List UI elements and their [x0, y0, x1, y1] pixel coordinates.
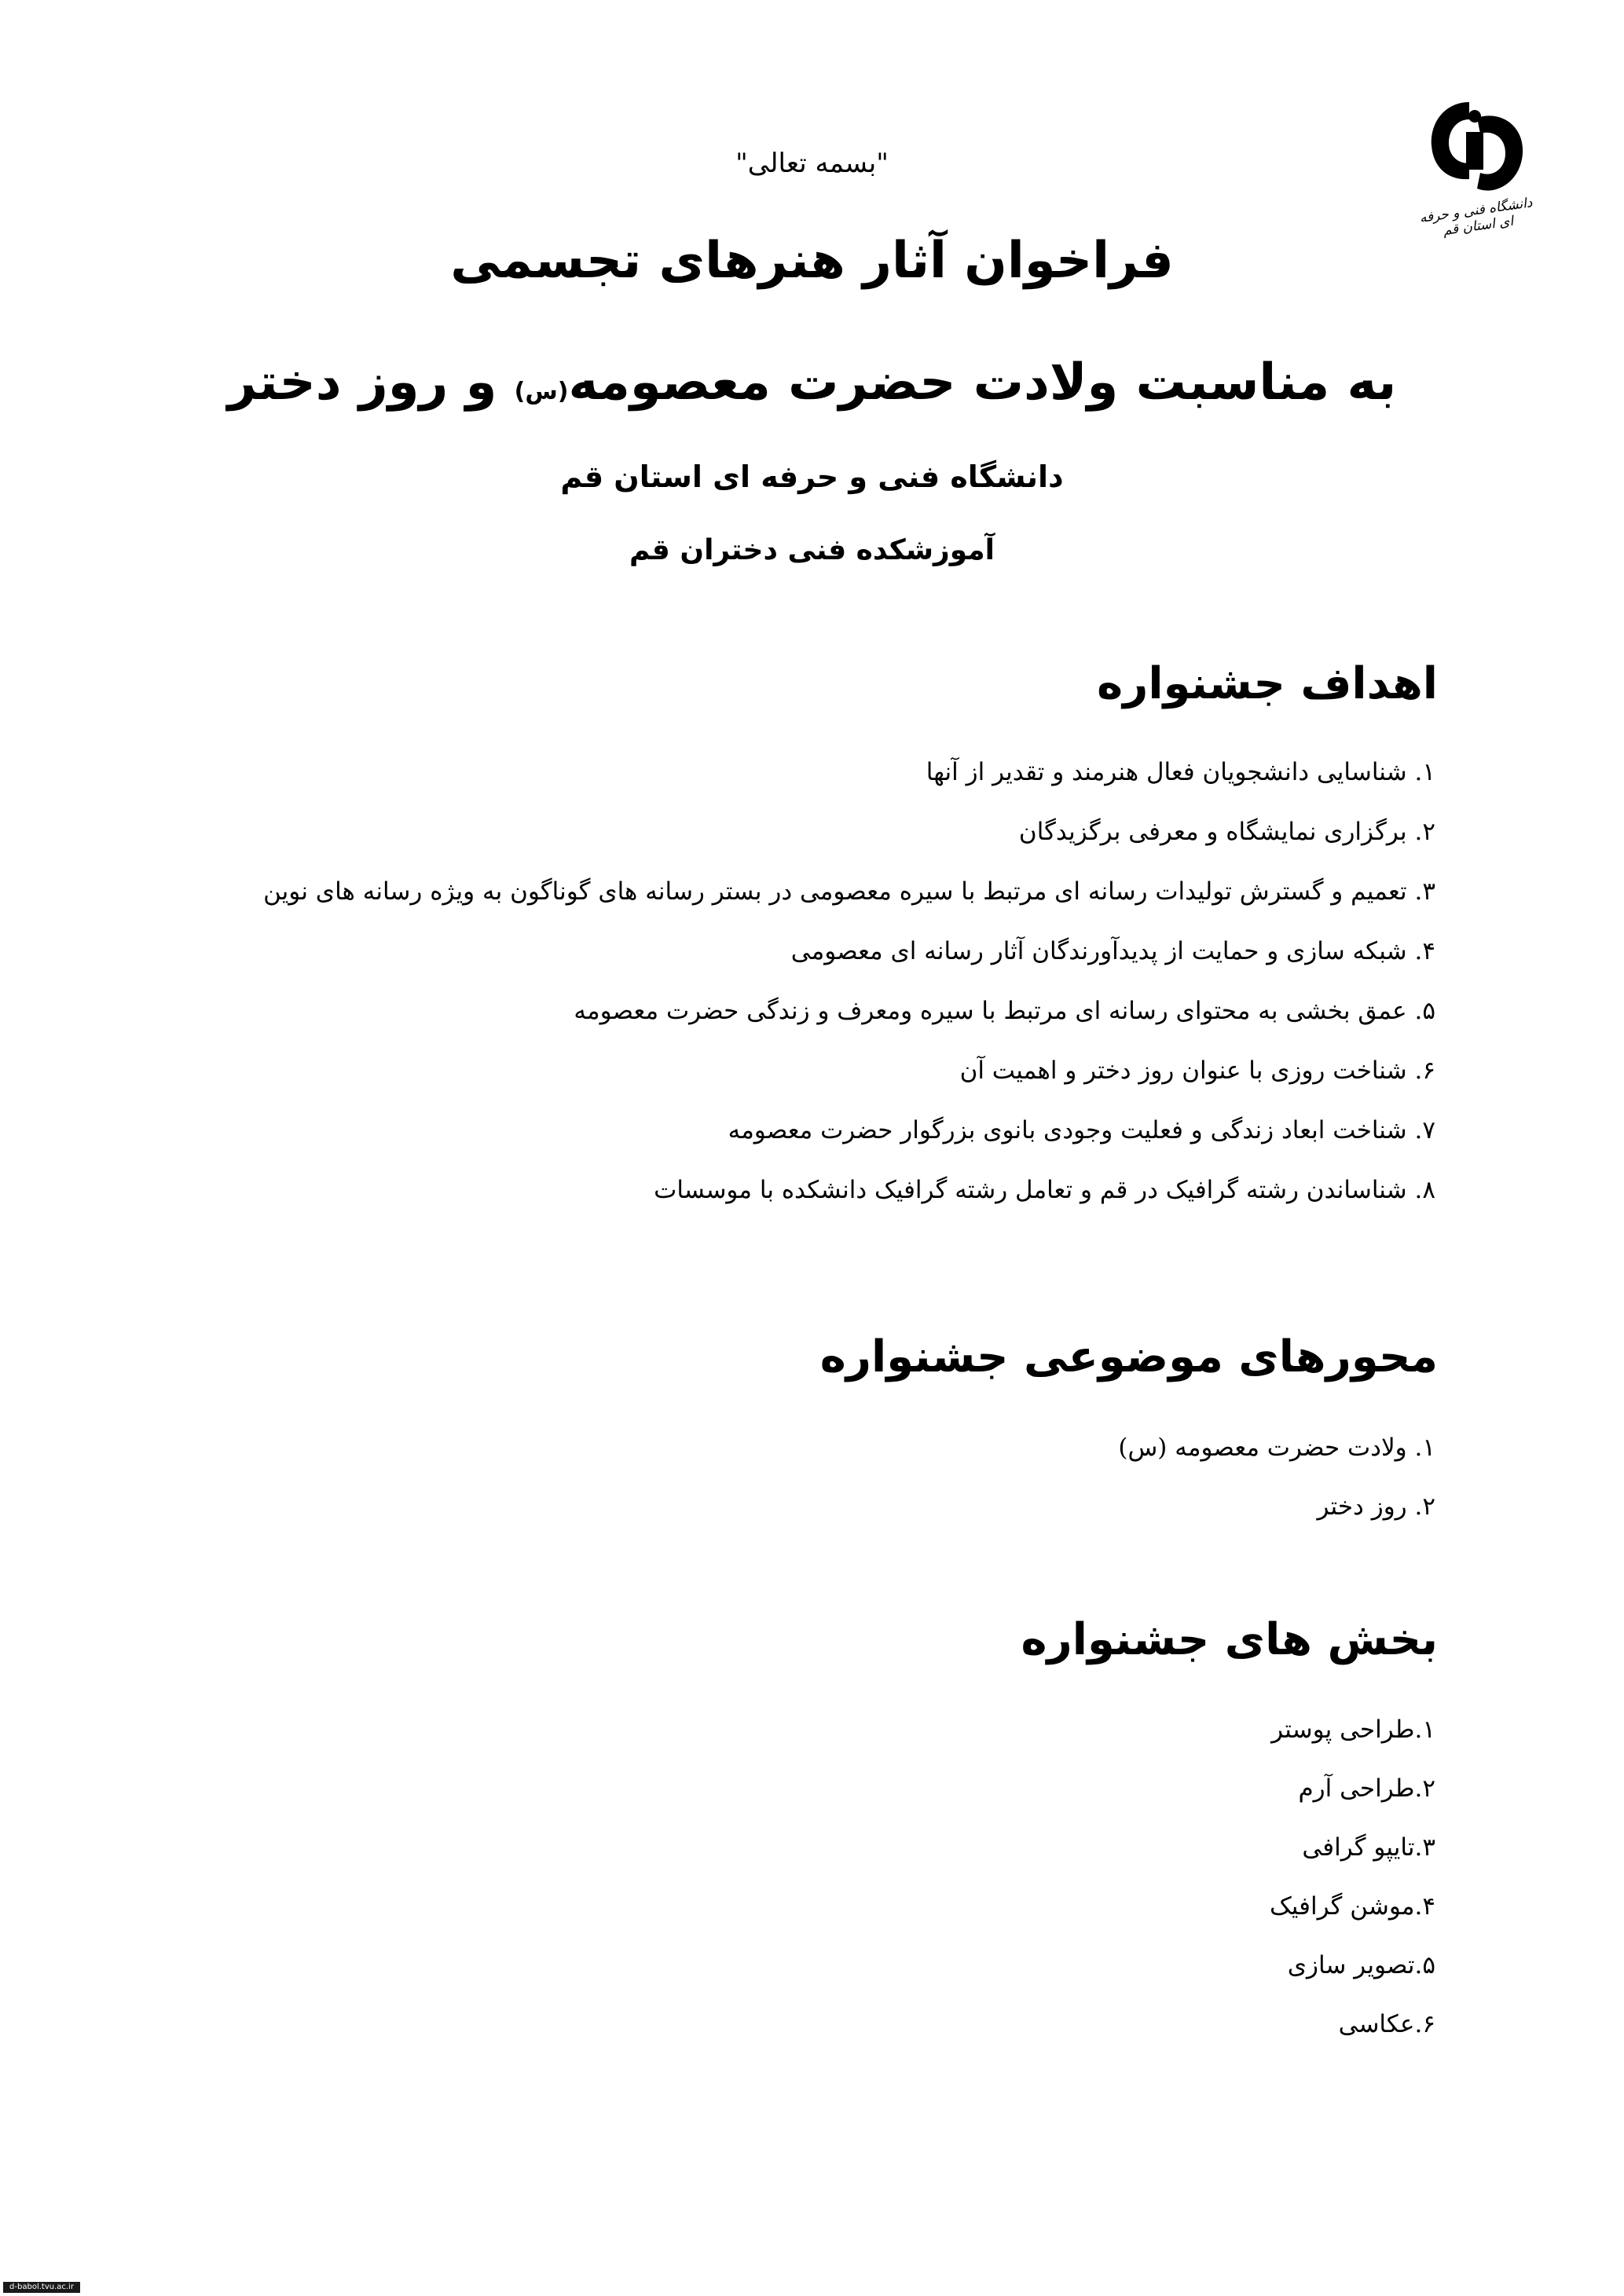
list-item: ۶. شناخت روزی با عنوان روز دختر و اهمیت آن [959, 1056, 1435, 1085]
title-honorific: (س) [514, 378, 569, 405]
college-name: آموزشکده فنی دختران قم [629, 534, 995, 566]
basmala: "بسمه تعالی" [735, 148, 889, 179]
sections-list [1270, 1714, 1435, 2067]
list-item: ۱. شناسایی دانشجویان فعال هنرمند و تقدیر از آنها [926, 758, 1435, 786]
list-item: ۵.تصویر سازی [1287, 1951, 1435, 1979]
list-item: ۲. روز دختر [1317, 1492, 1435, 1521]
logo-caption: دانشگاه فنی و حرفه ای استان قم [1418, 195, 1534, 240]
list-item: ۲. برگزاری نمایشگاه و معرفی برگزیدگان [1018, 818, 1435, 846]
list-item: ۴. شبکه سازی و حمایت از پدیدآورندگان آثار رسانه ای معصومی [790, 937, 1435, 965]
list-item: ۷. شناخت ابعاد زندگی و فعلیت وجودی بانوی بزرگوار حضرت معصومه [728, 1116, 1435, 1144]
list-item: ۸. شناساندن رشته گرافیک در قم و تعامل رشته گرافیک دانشکده با موسسات [654, 1176, 1435, 1204]
page-title-line2 [0, 353, 1624, 412]
page-title: فراخوان آثار هنرهای تجسمی [450, 232, 1174, 290]
title-occasion: به مناسبت ولادت حضرت معصومه [568, 353, 1397, 412]
list-item: ۳.تایپو گرافی [1302, 1833, 1435, 1862]
list-item: ۵. عمق بخشی به محتوای رسانه ای مرتبط با سیره ومعرف و زندگی حضرت معصومه [574, 997, 1435, 1025]
site-watermark: d-babol.tvu.ac.ir [3, 2282, 80, 2293]
themes-list [1118, 1432, 1435, 1550]
list-item: ۲.طراحی آرم [1298, 1774, 1435, 1803]
university-name: دانشگاه فنی و حرفه ای استان قم [560, 460, 1064, 494]
title-girls-day: و روز دختر [227, 353, 497, 412]
list-item: ۶.عکاسی [1338, 2010, 1435, 2038]
goals-heading: اهداف جشنواره [1097, 658, 1438, 709]
list-item: ۱. ولادت حضرت معصومه (س) [1118, 1434, 1435, 1462]
goals-list [263, 756, 1435, 1234]
sections-heading: بخش های جشنواره [1021, 1614, 1438, 1665]
list-item: ۴.موشن گرافیک [1270, 1892, 1435, 1921]
list-item: ۳. تعمیم و گسترش تولیدات رسانه ای مرتبط با سیره معصومی در بستر رسانه های گوناگون به ویژه رسانه های نوین [263, 877, 1435, 906]
themes-heading: محورهای موضوعی جشنواره [819, 1331, 1438, 1382]
list-item: ۱.طراحی پوستر [1271, 1716, 1435, 1744]
